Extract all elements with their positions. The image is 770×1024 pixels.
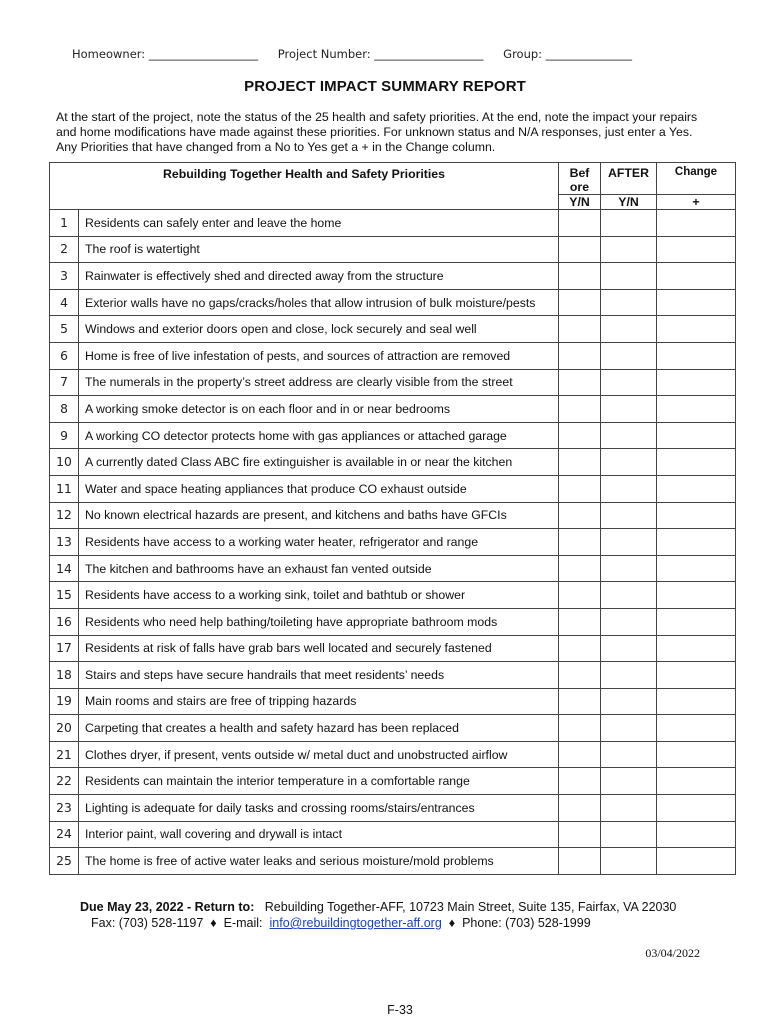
priority-text: A currently dated Class ABC fire extinguisher is available in or near the kitchen [79,449,559,476]
table-row [50,555,736,582]
change-cell[interactable] [657,688,736,715]
homeowner-blank[interactable]: ___________________ [148,47,259,61]
priority-text: The numerals in the property’s street address are clearly visible from the street [79,369,559,396]
project-number-field[interactable] [278,47,484,61]
change-cell[interactable] [657,342,736,369]
table-row [50,289,736,316]
row-number: 9 [50,422,79,449]
group-field[interactable] [503,47,632,61]
priority-text: Water and space heating appliances that produce CO exhaust outside [79,475,559,502]
table-row [50,635,736,662]
change-cell[interactable] [657,715,736,742]
due-date-label: Due May 23, 2022 - Return to: [80,900,255,914]
document-date: 03/04/2022 [645,946,700,960]
after-cell[interactable] [601,316,657,343]
row-number: 11 [50,475,79,502]
before-cell[interactable] [559,263,601,290]
row-number: 24 [50,821,79,848]
before-subheader: Y/N [559,195,601,210]
table-row [50,210,736,237]
row-number: 5 [50,316,79,343]
after-cell[interactable] [601,263,657,290]
before-cell[interactable] [559,475,601,502]
row-number: 25 [50,848,79,875]
table-header-row [50,163,736,195]
change-cell[interactable] [657,582,736,609]
change-cell[interactable] [657,289,736,316]
priority-text: The roof is watertight [79,236,559,263]
group-blank[interactable]: _______________ [545,47,632,61]
before-label-line1: Bef [569,166,590,180]
table-row [50,502,736,529]
before-cell[interactable] [559,316,601,343]
table-row [50,529,736,556]
priority-text: A working smoke detector is on each floor and in or near bedrooms [79,396,559,423]
after-cell[interactable] [601,529,657,556]
priority-text: Residents can safely enter and leave the home [79,210,559,237]
change-cell[interactable] [657,555,736,582]
change-cell[interactable] [657,236,736,263]
before-cell[interactable] [559,741,601,768]
table-row [50,821,736,848]
row-number: 2 [50,236,79,263]
bullet-icon: ♦ [210,916,217,930]
change-cell[interactable] [657,662,736,689]
homeowner-label: Homeowner: [72,47,146,61]
table-row [50,475,736,502]
change-cell[interactable] [657,210,736,237]
after-cell[interactable] [601,688,657,715]
row-number: 21 [50,741,79,768]
after-cell[interactable] [601,635,657,662]
change-cell[interactable] [657,369,736,396]
before-cell[interactable] [559,529,601,556]
page-number: F-33 [387,1003,413,1017]
before-cell[interactable] [559,449,601,476]
row-number: 22 [50,768,79,795]
before-cell[interactable] [559,635,601,662]
return-address: Rebuilding Together-AFF, 10723 Main Street, Suite 135, Fairfax, VA 22030 [264,900,677,914]
change-cell[interactable] [657,608,736,635]
row-number: 6 [50,342,79,369]
priority-text: Residents have access to a working water heater, refrigerator and range [79,529,559,556]
before-cell[interactable] [559,236,601,263]
change-cell[interactable] [657,741,736,768]
row-number: 1 [50,210,79,237]
project-number-label: Project Number: [277,47,371,61]
priority-text: Residents can maintain the interior temperature in a comfortable range [79,768,559,795]
priority-text: Lighting is adequate for daily tasks and crossing rooms/stairs/entrances [79,795,559,822]
before-cell[interactable] [559,768,601,795]
priority-text: Carpeting that creates a health and safety hazard has been replaced [79,715,559,742]
table-row [50,422,736,449]
row-number: 8 [50,396,79,423]
change-column-header [657,163,736,195]
change-cell[interactable] [657,821,736,848]
table-row [50,795,736,822]
before-cell[interactable] [559,688,601,715]
before-cell[interactable] [559,821,601,848]
before-cell[interactable] [559,396,601,423]
priority-text: Home is free of live infestation of pests, and sources of attraction are removed [79,342,559,369]
after-cell[interactable] [601,608,657,635]
footer-contact-line [91,916,751,930]
change-cell[interactable] [657,502,736,529]
after-cell[interactable] [601,821,657,848]
after-cell[interactable] [601,555,657,582]
table-row [50,396,736,423]
before-cell[interactable] [559,369,601,396]
intro-paragraph: At the start of the project, note the status of the 25 health and safety priorities. At the end, note the impact your repairs and home modifications have made against these priorities. For unknown status and N/A responses, just enter a Yes. Any Priorities that have changed from a No to Yes get a + in the Change column. [56,110,698,154]
before-cell[interactable] [559,848,601,875]
before-cell[interactable] [559,795,601,822]
row-number: 14 [50,555,79,582]
after-cell[interactable] [601,422,657,449]
change-cell[interactable] [657,422,736,449]
change-cell[interactable] [657,848,736,875]
change-cell[interactable] [657,475,736,502]
after-column-header [601,163,657,195]
table-row [50,768,736,795]
after-cell[interactable] [601,768,657,795]
after-cell[interactable] [601,396,657,423]
table-row [50,369,736,396]
before-cell[interactable] [559,422,601,449]
priorities-column-label: Rebuilding Together Health and Safety Priorities [163,167,445,181]
change-cell[interactable] [657,529,736,556]
row-number: 7 [50,369,79,396]
priority-text: Residents have access to a working sink, toilet and bathtub or shower [79,582,559,609]
after-subheader: Y/N [601,195,657,210]
priority-text: Residents who need help bathing/toileting have appropriate bathroom mods [79,608,559,635]
change-cell[interactable] [657,768,736,795]
after-cell[interactable] [601,582,657,609]
before-cell[interactable] [559,582,601,609]
after-cell[interactable] [601,210,657,237]
table-row [50,316,736,343]
before-cell[interactable] [559,715,601,742]
row-number: 10 [50,449,79,476]
before-cell[interactable] [559,555,601,582]
after-cell[interactable] [601,289,657,316]
priority-text: Rainwater is effectively shed and directed away from the structure [79,263,559,290]
row-number: 4 [50,289,79,316]
after-cell[interactable] [601,449,657,476]
homeowner-field[interactable] [72,47,258,61]
group-label: Group: [503,47,543,61]
after-cell[interactable] [601,236,657,263]
before-column-header [559,163,601,195]
after-cell[interactable] [601,715,657,742]
change-cell[interactable] [657,795,736,822]
table-row [50,662,736,689]
row-number: 23 [50,795,79,822]
before-cell[interactable] [559,210,601,237]
phone-number: Phone: (703) 528-1999 [462,916,591,930]
header-fields [72,47,672,61]
priority-text: Exterior walls have no gaps/cracks/holes that allow intrusion of bulk moisture/pests [79,289,559,316]
priority-text: Interior paint, wall covering and drywall is intact [79,821,559,848]
priority-text: Windows and exterior doors open and close, lock securely and seal well [79,316,559,343]
before-label-line2: ore [569,180,590,194]
priority-text: Stairs and steps have secure handrails that meet residents’ needs [79,662,559,689]
after-cell[interactable] [601,662,657,689]
after-cell[interactable] [601,502,657,529]
table-row [50,342,736,369]
page-title: PROJECT IMPACT SUMMARY REPORT [244,78,526,95]
change-cell[interactable] [657,396,736,423]
row-number: 3 [50,263,79,290]
row-number: 15 [50,582,79,609]
after-cell[interactable] [601,848,657,875]
priorities-table [49,162,736,875]
table-row [50,715,736,742]
before-cell[interactable] [559,502,601,529]
priorities-column-header [50,163,559,210]
after-cell[interactable] [601,741,657,768]
priority-text: No known electrical hazards are present, and kitchens and baths have GFCIs [79,502,559,529]
after-cell[interactable] [601,475,657,502]
footer-return-line [80,900,740,914]
priority-text: Residents at risk of falls have grab bars well located and securely fastened [79,635,559,662]
table-row [50,236,736,263]
priority-text: Clothes dryer, if present, vents outside w/ metal duct and unobstructed airflow [79,741,559,768]
row-number: 13 [50,529,79,556]
priority-text: The kitchen and bathrooms have an exhaust fan vented outside [79,555,559,582]
table-row [50,741,736,768]
row-number: 12 [50,502,79,529]
row-number: 17 [50,635,79,662]
email-label: E-mail: [223,916,263,930]
row-number: 16 [50,608,79,635]
email-link[interactable]: info@rebuildingtogether-aff.org [269,916,442,930]
change-cell[interactable] [657,316,736,343]
fax-number: Fax: (703) 528-1197 [91,916,204,930]
change-cell[interactable] [657,263,736,290]
table-row [50,263,736,290]
after-column-label: AFTER [608,166,649,180]
bullet-icon: ♦ [448,916,456,930]
project-number-blank[interactable]: ___________________ [374,47,484,61]
before-cell[interactable] [559,342,601,369]
change-cell[interactable] [657,449,736,476]
priority-text: Main rooms and stairs are free of tripping hazards [79,688,559,715]
change-cell[interactable] [657,635,736,662]
table-row [50,582,736,609]
table-row [50,848,736,875]
change-column-label: Change [674,166,718,178]
table-row [50,688,736,715]
row-number: 20 [50,715,79,742]
after-cell[interactable] [601,369,657,396]
after-cell[interactable] [601,342,657,369]
row-number: 18 [50,662,79,689]
before-cell[interactable] [559,289,601,316]
change-subheader: + [657,195,736,210]
table-row [50,449,736,476]
table-row [50,608,736,635]
row-number: 19 [50,688,79,715]
priority-text: The home is free of active water leaks and serious moisture/mold problems [79,848,559,875]
before-cell[interactable] [559,608,601,635]
priority-text: A working CO detector protects home with gas appliances or attached garage [79,422,559,449]
before-cell[interactable] [559,662,601,689]
after-cell[interactable] [601,795,657,822]
